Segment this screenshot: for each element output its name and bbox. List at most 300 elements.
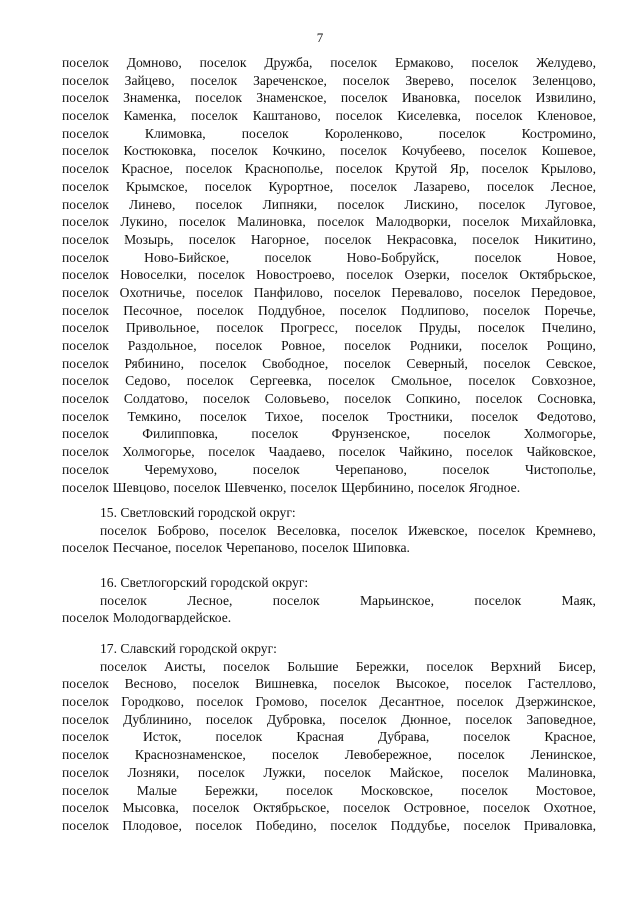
word: Домново, bbox=[126, 55, 182, 70]
word: Каменка, bbox=[123, 108, 177, 124]
word: поселок bbox=[199, 408, 247, 424]
word: поселок bbox=[62, 267, 109, 283]
word: поселок bbox=[62, 355, 109, 371]
word: поселок bbox=[438, 125, 486, 141]
text-line bbox=[62, 817, 596, 835]
word: Плодовое, bbox=[122, 817, 182, 833]
word: поселок bbox=[205, 711, 253, 727]
word: Никитино, bbox=[534, 231, 596, 247]
word: поселок bbox=[324, 764, 371, 780]
text-line bbox=[62, 178, 596, 196]
word: Привольное, bbox=[125, 320, 200, 336]
word: поселок bbox=[301, 540, 349, 556]
word: поселок bbox=[173, 479, 221, 495]
word: поселок bbox=[477, 320, 525, 336]
word: Черепаново, bbox=[226, 540, 298, 556]
word: поселок bbox=[475, 108, 523, 124]
word: Сопкино, bbox=[406, 391, 461, 407]
word: Песчаное, bbox=[112, 540, 172, 556]
word: Новоселки, bbox=[120, 267, 187, 283]
word: Ново-Бобруйск, bbox=[346, 249, 440, 265]
word: Лазарево, bbox=[414, 178, 471, 194]
text-line bbox=[62, 89, 596, 107]
word: Верхний bbox=[490, 658, 542, 674]
word: поселок bbox=[62, 479, 109, 495]
word: Подлипово, bbox=[400, 302, 469, 318]
word: Крымское, bbox=[125, 178, 188, 194]
word: Охотное, bbox=[543, 800, 596, 816]
word: Свободное, bbox=[262, 355, 329, 371]
settlement-list-continued bbox=[62, 54, 596, 496]
word: Сергеевка, bbox=[249, 373, 312, 389]
word: поселок bbox=[473, 284, 521, 300]
word: Ровное, bbox=[281, 338, 326, 353]
text-line bbox=[62, 319, 596, 337]
word: Громово, bbox=[255, 694, 308, 710]
word: Сосновка, bbox=[537, 391, 596, 407]
word: Прогресс, bbox=[280, 320, 338, 336]
word: поселок bbox=[251, 426, 299, 442]
word: Климовка, bbox=[144, 125, 206, 141]
word: Гастеллово, bbox=[527, 676, 596, 692]
text-line bbox=[62, 658, 596, 676]
word: Тростники, bbox=[387, 408, 453, 424]
word: Красное, bbox=[544, 729, 596, 745]
word: Ягодное. bbox=[468, 479, 521, 495]
word: поселок bbox=[100, 658, 147, 674]
word: поселок bbox=[344, 391, 392, 407]
word: Соловьево, bbox=[264, 391, 330, 407]
word: поселок bbox=[62, 391, 109, 407]
word: поселок bbox=[335, 161, 383, 177]
word: поселок bbox=[62, 214, 109, 230]
word: Бережки, bbox=[204, 782, 259, 798]
section-17 bbox=[62, 640, 596, 835]
word: поселок bbox=[461, 267, 509, 283]
word: Малые bbox=[136, 782, 177, 798]
word: поселок bbox=[208, 444, 256, 460]
word: Холмогорье, bbox=[523, 426, 596, 442]
word: Весново, bbox=[124, 676, 177, 692]
word: Линево, bbox=[129, 196, 176, 212]
word: Кремнево, bbox=[535, 522, 596, 538]
word: Кленовое, bbox=[537, 108, 596, 124]
word: Ленинское, bbox=[530, 747, 596, 763]
word: Боброво, bbox=[157, 522, 209, 538]
word: поселок bbox=[62, 408, 109, 424]
text-line bbox=[62, 231, 596, 249]
word: Дубрава, bbox=[377, 729, 430, 745]
word: поселок bbox=[62, 540, 109, 556]
word: поселок bbox=[478, 196, 526, 212]
word: Лужки, bbox=[263, 764, 306, 780]
word: Марьинское, bbox=[359, 592, 434, 608]
word: поселок bbox=[199, 55, 247, 70]
word: Каштаново, bbox=[252, 108, 321, 124]
word: поселок bbox=[474, 90, 522, 106]
word: Дзержинское, bbox=[515, 694, 596, 710]
word: поселок bbox=[100, 592, 147, 608]
word: Темкино, bbox=[127, 408, 182, 424]
word: Поддубное, bbox=[258, 302, 326, 318]
word: Молодогвардейское. bbox=[112, 610, 232, 626]
text-line bbox=[62, 372, 596, 390]
word: Мысовка, bbox=[122, 800, 179, 816]
section-15 bbox=[62, 504, 596, 557]
word: Пчелино, bbox=[541, 320, 596, 336]
text-line bbox=[62, 355, 596, 373]
word: поселок bbox=[185, 161, 233, 177]
word: поселок bbox=[219, 522, 267, 538]
word: поселок bbox=[337, 196, 385, 212]
word: Лозняки, bbox=[127, 764, 180, 780]
word: поселок bbox=[62, 302, 109, 318]
text-line bbox=[62, 125, 596, 143]
word: Краснополье, bbox=[244, 161, 324, 177]
word: Совхозное, bbox=[531, 373, 596, 389]
word: Лукино, bbox=[120, 214, 168, 230]
word: Липняки, bbox=[262, 196, 318, 212]
word: Веселовка, bbox=[276, 522, 341, 538]
word: поселок bbox=[338, 444, 386, 460]
word: Охотничье, bbox=[119, 284, 186, 300]
word: Песочное, bbox=[123, 302, 183, 318]
word: поселок bbox=[264, 249, 312, 265]
word: поселок bbox=[343, 800, 391, 816]
word: поселок bbox=[462, 214, 510, 230]
word: поселок bbox=[474, 592, 522, 608]
word: поселок bbox=[471, 55, 519, 70]
word: Чайковское, bbox=[526, 444, 596, 460]
word: поселок bbox=[469, 72, 517, 88]
word: поселок bbox=[62, 284, 109, 300]
word: поселок bbox=[204, 178, 252, 194]
word: поселок bbox=[335, 108, 383, 124]
word: Смольное, bbox=[391, 373, 453, 389]
word: поселок bbox=[342, 72, 390, 88]
word: поселок bbox=[62, 231, 109, 247]
word: поселок bbox=[62, 108, 109, 124]
word: поселок bbox=[186, 373, 234, 389]
word: поселок bbox=[465, 711, 513, 727]
word: Высокое, bbox=[395, 676, 450, 692]
word: Левобережное, bbox=[344, 747, 432, 763]
word: поселок bbox=[321, 408, 369, 424]
word: Пруды, bbox=[418, 320, 461, 336]
word: поселок bbox=[62, 764, 109, 780]
word: Ермаково, bbox=[395, 55, 454, 70]
word: поселок bbox=[339, 711, 387, 727]
word: поселок bbox=[62, 373, 109, 389]
word: поселок bbox=[343, 355, 391, 371]
text-line bbox=[62, 160, 596, 178]
text-line bbox=[62, 461, 596, 479]
word: Дубровка, bbox=[266, 711, 326, 727]
word: Зайцево, bbox=[124, 72, 175, 88]
word: Киселевка, bbox=[397, 108, 461, 124]
word: поселок bbox=[196, 284, 243, 300]
text-line bbox=[62, 592, 596, 610]
section-17-heading: 17. Славский городской округ: bbox=[100, 641, 277, 656]
word: поселок bbox=[210, 143, 258, 159]
word: Федотово, bbox=[536, 408, 596, 424]
word: Малодворки, bbox=[375, 214, 452, 230]
word: Шевцово, bbox=[112, 479, 170, 495]
word: поселок bbox=[62, 694, 109, 710]
word: Костюковка, bbox=[123, 143, 197, 159]
word: Перевалово, bbox=[391, 284, 463, 300]
word: Рощино, bbox=[546, 338, 596, 353]
text-line bbox=[62, 390, 596, 408]
word: поселок bbox=[483, 800, 530, 816]
word: Ново-Бийское, bbox=[144, 249, 230, 265]
word: Городково, bbox=[121, 694, 184, 710]
word: поселок bbox=[190, 72, 238, 88]
word: поселок bbox=[290, 479, 338, 495]
word: Октябрьское, bbox=[253, 800, 330, 816]
word: поселок bbox=[480, 143, 527, 159]
word: поселок bbox=[483, 355, 531, 371]
word: поселок bbox=[62, 72, 109, 88]
word: Красное, bbox=[121, 161, 173, 177]
word: поселок bbox=[480, 338, 528, 353]
word: поселок bbox=[241, 125, 289, 141]
word: поселок bbox=[340, 143, 387, 159]
text-line bbox=[62, 609, 596, 627]
word: поселок bbox=[466, 444, 513, 460]
word: поселок bbox=[286, 782, 333, 798]
word: Шиповка. bbox=[352, 540, 410, 556]
word: поселок bbox=[443, 426, 491, 442]
word: Филипповка, bbox=[142, 426, 218, 442]
word: Ивановка, bbox=[401, 90, 461, 106]
word: поселок bbox=[461, 764, 509, 780]
word: поселок bbox=[350, 522, 398, 538]
word: поселок bbox=[195, 90, 242, 106]
word: Аисты, bbox=[164, 658, 206, 674]
word: поселок bbox=[327, 373, 375, 389]
word: Рябинино, bbox=[124, 355, 184, 371]
word: поселок bbox=[350, 178, 398, 194]
section-15-heading: 15. Светловский городской округ: bbox=[100, 505, 296, 520]
word: Кошевое, bbox=[541, 143, 596, 159]
word: Победино, bbox=[255, 817, 317, 833]
word: поселок bbox=[346, 267, 394, 283]
word: поселок bbox=[62, 426, 109, 442]
text-line bbox=[62, 522, 596, 540]
page-number: 7 bbox=[316, 30, 324, 45]
word: Вишневка, bbox=[255, 676, 318, 692]
word: поселок bbox=[197, 764, 245, 780]
word: поселок bbox=[62, 711, 109, 727]
word: поселок bbox=[317, 214, 365, 230]
word: Знаменское, bbox=[256, 90, 327, 106]
word: поселок bbox=[175, 540, 223, 556]
text-line bbox=[62, 425, 596, 443]
word: Седово, bbox=[125, 373, 171, 389]
text-line bbox=[62, 693, 596, 711]
text-line bbox=[62, 764, 596, 782]
word: поселок bbox=[468, 373, 516, 389]
word: Северный, bbox=[406, 355, 468, 371]
word: Знаменка, bbox=[123, 90, 181, 106]
word: поселок bbox=[195, 196, 243, 212]
word: поселок bbox=[481, 161, 529, 177]
word: Чайкино, bbox=[398, 444, 453, 460]
word: поселок bbox=[478, 522, 526, 538]
word: Бисер, bbox=[558, 658, 596, 674]
word: Заповедное, bbox=[526, 711, 596, 727]
word: поселок bbox=[216, 320, 264, 336]
text-line bbox=[62, 54, 596, 72]
word: Ижевское, bbox=[408, 522, 468, 538]
word: Чаадаево, bbox=[268, 444, 326, 460]
word: Черемухово, bbox=[144, 461, 218, 477]
word: поселок bbox=[199, 355, 247, 371]
word: поселок bbox=[330, 55, 378, 70]
word: Лискино, bbox=[404, 196, 459, 212]
text-line bbox=[62, 196, 596, 214]
text-line bbox=[62, 408, 596, 426]
word: поселок bbox=[457, 747, 505, 763]
word: поселок bbox=[62, 55, 109, 70]
text-line bbox=[62, 728, 596, 746]
text-line bbox=[62, 72, 596, 90]
word: поселок bbox=[62, 90, 109, 106]
word: поселок bbox=[62, 143, 109, 159]
word: поселок bbox=[62, 747, 109, 763]
word: поселок bbox=[191, 108, 238, 124]
word: Холмогорье, bbox=[122, 444, 195, 460]
word: Крылово, bbox=[540, 161, 596, 177]
word: поселок bbox=[320, 694, 367, 710]
word: Некрасовка, bbox=[386, 231, 457, 247]
word: поселок bbox=[483, 302, 530, 318]
word: Извилино, bbox=[535, 90, 596, 106]
word: поселок bbox=[62, 817, 109, 833]
word: поселок bbox=[100, 522, 147, 538]
word: поселок bbox=[442, 461, 490, 477]
word: Крутой bbox=[394, 161, 438, 177]
word: поселок bbox=[463, 817, 511, 833]
word: Желудево, bbox=[536, 55, 596, 70]
word: Исток, bbox=[142, 729, 182, 745]
word: поселок bbox=[475, 391, 523, 407]
word: Курортное, bbox=[268, 178, 334, 194]
word: поселок bbox=[192, 800, 240, 816]
word: поселок bbox=[486, 178, 534, 194]
word: Малиновка, bbox=[527, 764, 596, 780]
word: Костромино, bbox=[521, 125, 596, 141]
text-line bbox=[62, 284, 596, 302]
word: Мозырь, bbox=[124, 231, 174, 247]
word: поселок bbox=[474, 249, 522, 265]
word: поселок bbox=[195, 817, 243, 833]
word: поселок bbox=[333, 676, 381, 692]
word: Октябрьское, bbox=[519, 267, 596, 283]
word: Островное, bbox=[403, 800, 470, 816]
text-line bbox=[62, 675, 596, 693]
word: поселок bbox=[62, 782, 109, 798]
word: Новостроево, bbox=[256, 267, 335, 283]
word: Чистополье, bbox=[524, 461, 596, 477]
word: Малиновка, bbox=[237, 214, 306, 230]
word: Мостовое, bbox=[535, 782, 596, 798]
word: поселок bbox=[324, 231, 372, 247]
word: Новое, bbox=[556, 249, 596, 265]
word: поселок bbox=[463, 729, 511, 745]
word: Передовое, bbox=[531, 284, 596, 300]
word: Яр, bbox=[449, 161, 470, 177]
word: Приваловка, bbox=[523, 817, 596, 833]
word: поселок bbox=[330, 817, 378, 833]
word: Тихое, bbox=[265, 408, 304, 424]
word: Красная bbox=[296, 729, 344, 745]
text-line bbox=[62, 213, 596, 231]
word: Дружба, bbox=[264, 55, 313, 70]
word: Солдатово, bbox=[123, 391, 188, 407]
word: поселок bbox=[188, 231, 236, 247]
word: поселок bbox=[461, 782, 508, 798]
word: поселок bbox=[192, 676, 240, 692]
word: Большие bbox=[287, 658, 339, 674]
text-line bbox=[62, 337, 596, 355]
word: поселок bbox=[417, 479, 465, 495]
text-line bbox=[62, 711, 596, 729]
word: Бережки, bbox=[355, 658, 410, 674]
word: поселок bbox=[426, 658, 474, 674]
word: Поддубье, bbox=[390, 817, 450, 833]
word: Михайловка, bbox=[520, 214, 596, 230]
word: поселок bbox=[472, 231, 520, 247]
word: поселок bbox=[196, 302, 244, 318]
word: Луговое, bbox=[545, 196, 596, 212]
word: поселок bbox=[202, 391, 250, 407]
word: Поречье, bbox=[544, 302, 596, 318]
word: поселок bbox=[62, 676, 109, 692]
word: поселок bbox=[344, 338, 391, 353]
word: Московское, bbox=[360, 782, 434, 798]
word: Лесное, bbox=[550, 178, 596, 194]
word: поселок bbox=[339, 302, 387, 318]
text-line bbox=[62, 746, 596, 764]
section-16 bbox=[62, 574, 596, 627]
word: поселок bbox=[456, 694, 504, 710]
word: Кочкино, bbox=[272, 143, 326, 159]
word: Нагорное, bbox=[250, 231, 310, 247]
text-line bbox=[62, 107, 596, 125]
word: Панфилово, bbox=[253, 284, 324, 300]
word: поселок bbox=[62, 125, 109, 141]
word: Черепаново, bbox=[335, 461, 407, 477]
word: Раздольное, bbox=[127, 338, 197, 353]
word: Дублинино, bbox=[123, 711, 192, 727]
word: Десантное, bbox=[379, 694, 445, 710]
word: Зеленцово, bbox=[532, 72, 596, 88]
word: поселок bbox=[333, 284, 381, 300]
word: поселок bbox=[215, 338, 263, 353]
word: поселок bbox=[62, 338, 109, 353]
word: Зверево, bbox=[405, 72, 454, 88]
word: поселок bbox=[62, 161, 109, 177]
word: поселок bbox=[355, 320, 402, 336]
word: Фрунзенское, bbox=[331, 426, 411, 442]
word: поселок bbox=[62, 800, 109, 816]
text-line bbox=[62, 249, 596, 267]
word: поселок bbox=[62, 729, 109, 745]
word: Щербинино, bbox=[341, 479, 414, 495]
text-line bbox=[62, 142, 596, 160]
